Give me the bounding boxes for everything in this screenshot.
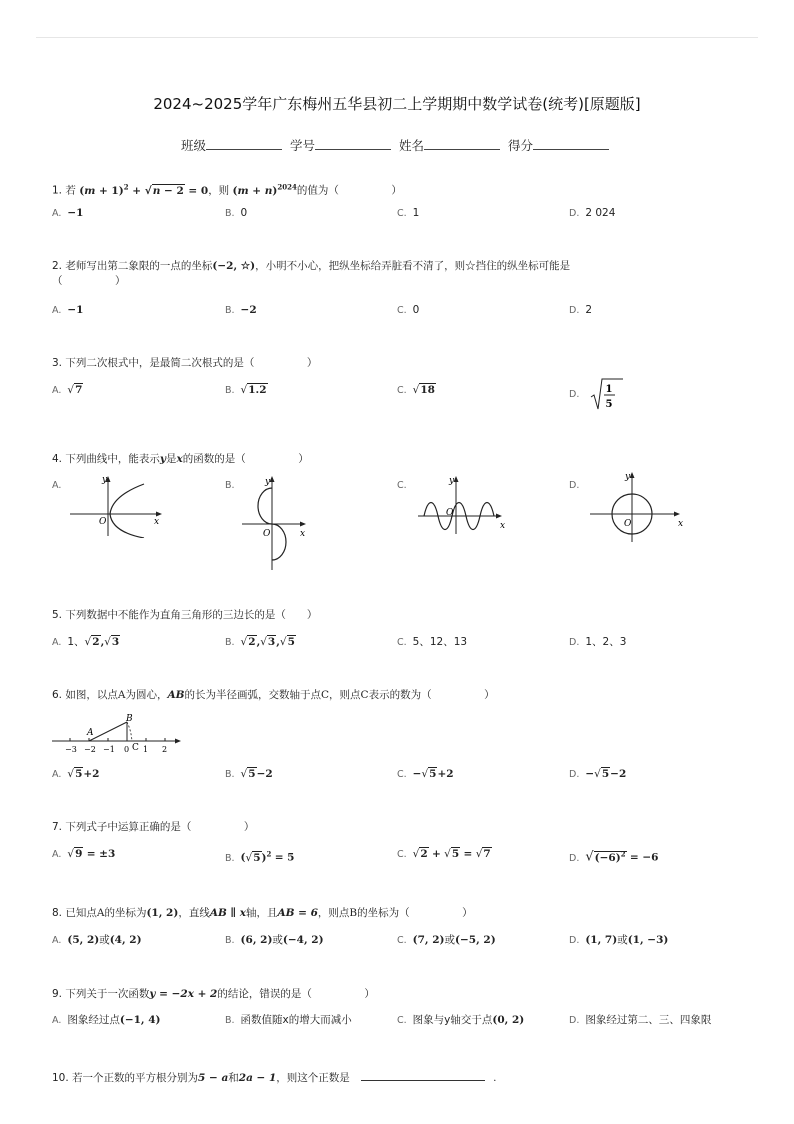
svg-text:O: O — [624, 519, 632, 529]
svg-text:y: y — [265, 477, 271, 487]
svg-text:O: O — [446, 508, 454, 518]
question-number: 9. — [52, 988, 63, 1000]
option-c[interactable]: C. 5、12、13 — [397, 636, 468, 648]
question-number: 3. — [52, 357, 63, 369]
option-a[interactable]: A. √7 — [52, 384, 83, 396]
question-number: 10. — [52, 1072, 69, 1084]
question-1 — [52, 179, 402, 199]
page-title: 2024~2025学年广东梅州五华县初二上学期期中数学试卷(统考)[原题版] — [153, 95, 641, 113]
option-d[interactable]: D. $√(-6)^2 = -6$ — [569, 849, 659, 865]
option-c[interactable]: C. 0 — [397, 304, 420, 316]
option-d[interactable]: D. 1 5 — [569, 377, 625, 413]
svg-text:1: 1 — [605, 384, 613, 395]
svg-text:A: A — [87, 728, 94, 738]
question-text: ，则 — [208, 184, 230, 197]
question-6: 6. 如图，以点A为圆心，AB的长为半径画弧，交数轴于点C，则点C表示的数为（ ） — [52, 689, 495, 701]
svg-text:x: x — [154, 517, 160, 527]
svg-text:B: B — [126, 714, 133, 724]
question-3: 3. 下列二次根式中，是最简二次根式的是（ ） — [52, 357, 318, 369]
q6-number-line-figure — [50, 708, 186, 756]
option-a[interactable]: A. 图象经过点(−1, 4) — [52, 1014, 161, 1026]
graph-d-circle — [586, 470, 690, 542]
id-label: 学号 — [289, 138, 315, 153]
option-c[interactable]: C. 图象与y轴交于点(0, 2) — [397, 1014, 525, 1026]
svg-text:y: y — [102, 475, 108, 485]
question-8: 8. 已知点A的坐标为(1, 2)，直线AB ∥ x轴，且AB = 6，则点B的坐标为（ ） — [52, 907, 473, 919]
option-d[interactable]: D. 2 — [569, 304, 593, 316]
svg-text:−1: −1 — [103, 745, 115, 754]
question-7: 7. 下列式子中运算正确的是（ ） — [52, 821, 255, 833]
answer-blank[interactable] — [361, 1068, 485, 1081]
option-b[interactable]: B. √5−2 — [225, 768, 273, 780]
option-d[interactable]: D. 2 024 — [569, 207, 616, 219]
score-label: 得分 — [507, 138, 533, 153]
question-number: 6. — [52, 689, 63, 701]
option-a[interactable]: A. −1 — [52, 304, 84, 316]
svg-text:−3: −3 — [65, 745, 77, 754]
option-d[interactable]: D. −√5−2 — [569, 768, 627, 780]
class-blank[interactable] — [206, 137, 282, 150]
option-c[interactable]: C. 1 — [397, 207, 420, 219]
option-b[interactable]: B. (6, 2)或(−4, 2) — [225, 934, 324, 946]
svg-text:2: 2 — [162, 745, 168, 754]
svg-text:x: x — [500, 521, 506, 531]
option-d[interactable]: D. (1, 7)或(1, −3) — [569, 934, 669, 946]
question-number: 7. — [52, 821, 63, 833]
student-info-line — [0, 136, 794, 154]
question-10: 10. 若一个正数的平方根分别为5 − a和2a − 1，则这个正数是 . — [52, 1068, 496, 1086]
name-label: 姓名 — [398, 138, 424, 153]
question-5: 5. 下列数据中不能作为直角三角形的三边长的是（ ） — [52, 609, 318, 621]
question-number: 8. — [52, 907, 63, 919]
question-9: 9. 下列关于一次函数y = −2x + 2的结论，错误的是（ ） — [52, 988, 375, 1000]
option-a[interactable]: A. √5+2 — [52, 768, 100, 780]
option-a[interactable]: A. −1 — [52, 207, 84, 219]
option-c[interactable]: C. — [397, 480, 407, 491]
option-a[interactable]: A. — [52, 480, 62, 491]
id-blank[interactable] — [315, 137, 391, 150]
option-b[interactable]: B. √2,√3,√5 — [225, 636, 295, 648]
top-divider — [36, 37, 758, 38]
graph-b-semicircles — [238, 474, 314, 572]
svg-text:5: 5 — [605, 399, 613, 410]
svg-text:C: C — [132, 743, 139, 753]
svg-text:x: x — [300, 529, 306, 539]
option-c[interactable]: C. √2 + √5 = √7 — [397, 848, 491, 860]
svg-text:O: O — [99, 517, 107, 527]
question-number: 5. — [52, 609, 63, 621]
option-c[interactable]: C. √18 — [397, 384, 435, 396]
name-blank[interactable] — [424, 137, 500, 150]
svg-text:0: 0 — [124, 745, 130, 754]
option-c[interactable]: C. −√5+2 — [397, 768, 454, 780]
svg-text:O: O — [263, 529, 271, 539]
option-b[interactable]: B. 0 — [225, 207, 248, 219]
option-b[interactable]: B. $(√5)^2 = 5$ — [225, 849, 295, 864]
option-c[interactable]: C. (7, 2)或(−5, 2) — [397, 934, 496, 946]
option-a[interactable]: A. (5, 2)或(4, 2) — [52, 934, 142, 946]
option-d[interactable]: D. — [569, 480, 580, 491]
question-number: 2. — [52, 260, 63, 272]
option-a[interactable]: A. 1、√2,√3 — [52, 636, 120, 648]
sqrt-fraction-icon — [589, 377, 625, 413]
svg-text:y: y — [449, 476, 455, 486]
option-b[interactable]: B. 函数值随x的增大而减小 — [225, 1014, 352, 1026]
option-d[interactable]: D. 图象经过第二、三、四象限 — [569, 1014, 712, 1026]
question-number: 1. — [52, 184, 63, 197]
svg-text:−2: −2 — [84, 745, 96, 754]
math-expression: $(m + 1)^2 + √n - 2 = 0$ — [79, 182, 209, 197]
option-b[interactable]: B. — [225, 480, 235, 491]
graph-a-parabola — [66, 474, 166, 538]
math-expression: $(m + n)^{2024}$ — [232, 182, 297, 197]
question-text: 若 — [65, 184, 76, 197]
svg-text:y: y — [625, 472, 631, 482]
class-label: 班级 — [180, 138, 206, 153]
question-2: 2. 老师写出第二象限的一点的坐标(−2, ☆)，小明不小心，把纵坐标给弄脏看不清了，则☆挡住的纵坐标可能是 （ ） — [52, 260, 571, 287]
score-blank[interactable] — [533, 137, 609, 150]
option-b[interactable]: B. √1.2 — [225, 384, 267, 396]
option-b[interactable]: B. −2 — [225, 304, 257, 316]
question-text: 的值为（ ） — [296, 184, 402, 197]
option-a[interactable]: A. √9 = ±3 — [52, 848, 116, 860]
graph-c-sine-wave — [414, 474, 514, 534]
question-4: 4. 下列曲线中，能表示y是x的函数的是（ ） — [52, 453, 309, 465]
option-d[interactable]: D. 1、2、3 — [569, 636, 627, 648]
svg-text:x: x — [678, 519, 684, 529]
svg-text:1: 1 — [143, 745, 149, 754]
question-number: 4. — [52, 453, 63, 465]
